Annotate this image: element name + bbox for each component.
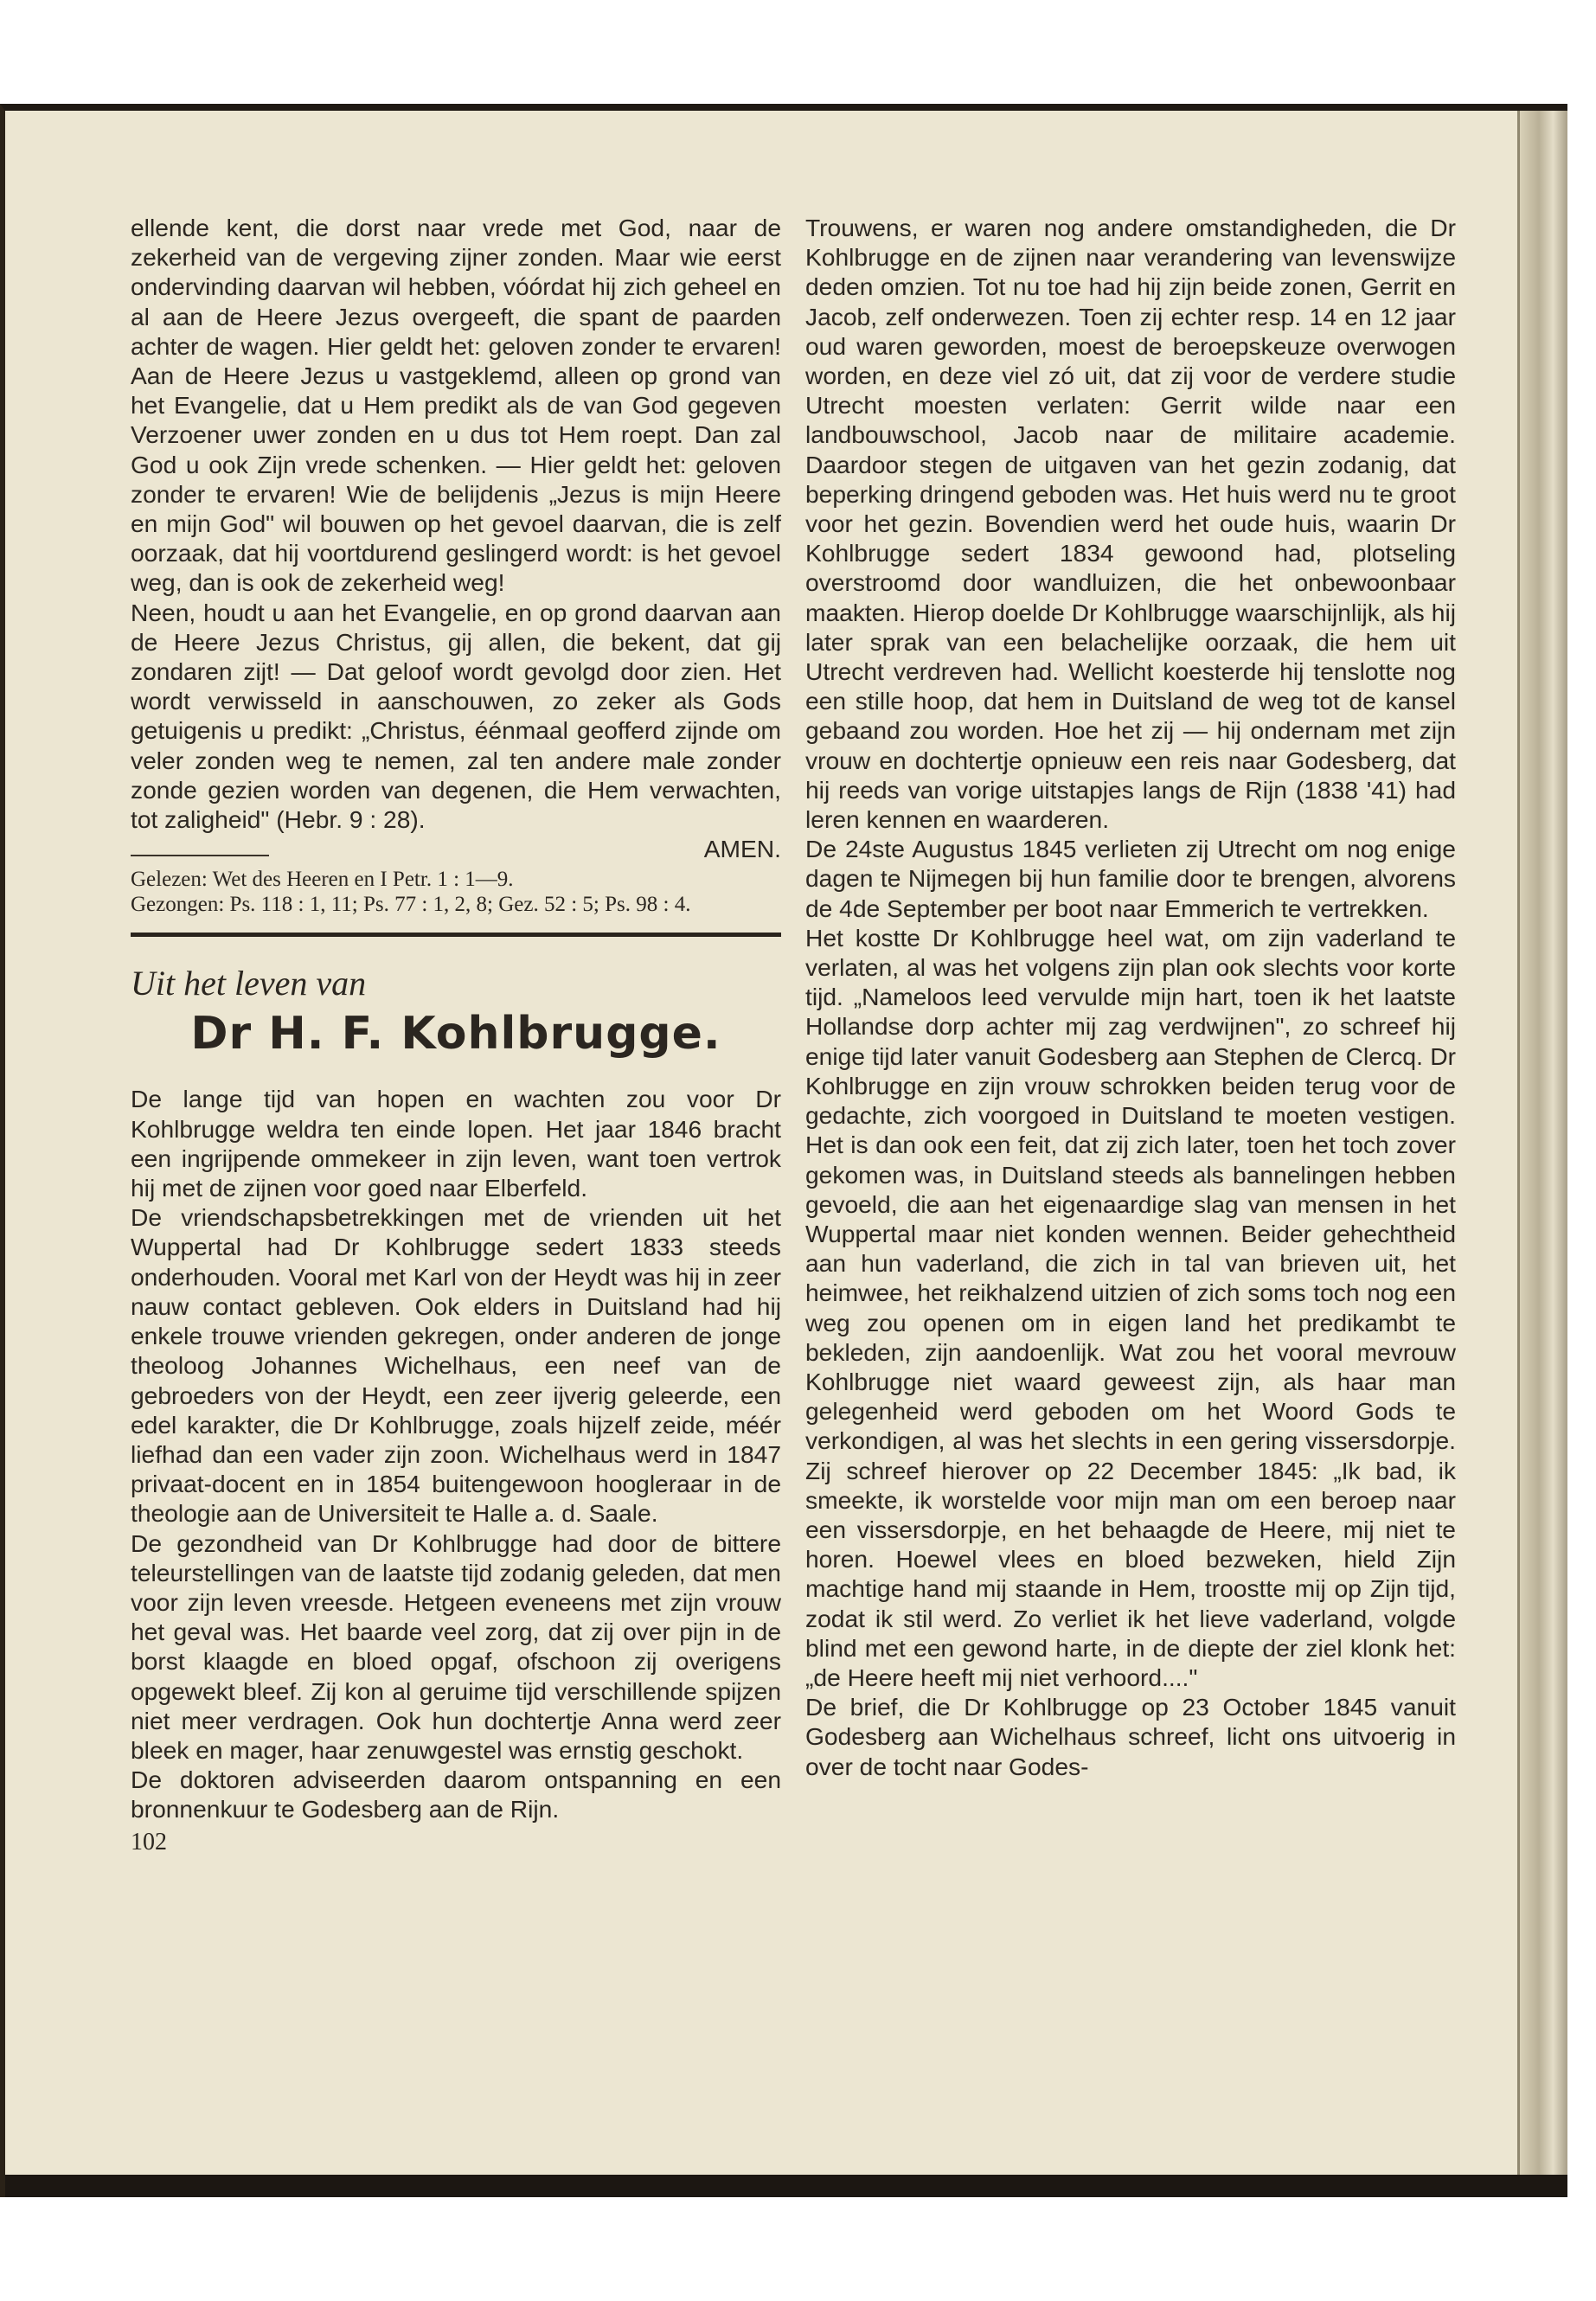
right-paragraph-2: De 24ste Augustus 1845 verlieten zij Utrecht om nog enige dagen te Nijmegen bij hun familie door te brengen, alvorens de 4de September per boot naar Emmerich te vertrekken. [805,835,1456,922]
short-divider [131,855,269,856]
right-column [805,213,1456,1781]
article-paragraph-2: De vriendschapsbetrekkingen met de vrienden uit het Wuppertal had Dr Kohlbrugge sedert 1833 steeds onderhouden. Vooral met Karl von der Heydt was hij in zeer nauw contact gebleven. Ook elders in Duitsland had hij enkele trouwe vrienden gekregen, onder anderen de jonge theoloog Johannes Wichelhaus, een neef van de gebroeders von der Heydt, een zeer ijverig geleerde, een edel karakter, die Dr Kohlbrugge, zoals hijzelf zeide, méér liefhad dan een vader zijn zoon. Wichelhaus werd in 1847 privaat-docent en in 1854 buitengewoon hoogleraar in de theologie aan de Universiteit te Halle a. d. Saale. [131,1203,781,1528]
page-number: 102 [131,1828,167,1856]
sermon-paragraph-2: Neen, houdt u aan het Evangelie, en op grond daarvan aan de Heere Jezus Christus, gij allen, die bekent, dat gij zondaren zijt! — Dat geloof wordt gevolgd door zien. Het wordt verwisseld in aanschouwen, zo zeker als Gods getuigenis u predikt: „Christus, éénmaal geofferd zijnde om veler zonden weg te nemen, zal ten andere male zonder zonde gezien worden van degenen, die Hem verwachten, tot zaligheid" (Hebr. 9 : 28). [131,598,781,834]
article-paragraph-4: De doktoren adviseerden daarom ontspanning en een bronnenkuur te Godesberg aan de Rijn. [131,1766,781,1823]
section-divider [131,933,781,937]
book-spine [1517,111,1567,2197]
right-paragraph-1: Trouwens, er waren nog andere omstandigheden, die Dr Kohlbrugge en de zijnen naar verandering van levenswijze deden omzien. Tot nu toe had hij zijn beide zonen, Gerrit en Jacob, zelf onderwezen. Toen zij echter resp. 14 en 12 jaar oud waren geworden, moest de beroepskeuze overwogen worden, en deze viel zó uit, dat zij voor de verdere studie Utrecht moesten verlaten: Gerrit wilde naar een landbouwschool, Jacob naar de militaire academie. Daardoor stegen de uitgaven van het gezin zodanig, dat beperking dringend geboden was. Het huis werd nu te groot voor het gezin. Bovendien werd het oude huis, waarin Dr Kohlbrugge sedert 1834 gewoond had, plotseling overstroomd door wandluizen, die het onbewoonbaar maakten. Hierop doelde Dr Kohlbrugge waarschijnlijk, als hij later sprak van een belachelijke oorzaak, die hem uit Utrecht verdreven had. Wellicht koesterde hij tenslotte nog een stille hoop, dat hem in Duitsland de weg tot de kansel gebaand zou worden. Hoe het zij — hij ondernam met zijn vrouw en dochtertje opnieuw een reis naar Godesberg, dat hij reeds van vorige uitstapjes langs de Rijn (1838 '41) had leren kennen en waarderen. [805,214,1456,834]
amen-line [131,834,781,863]
right-paragraph-3: Het kostte Dr Kohlbrugge heel wat, om zijn vaderland te verlaten, al was het volgens zijn plan ook slechts voor korte tijd. „Nameloos leed vervulde mijn hart, toen ik het laatste Hollandse dorp achter mij zag verdwijnen", zo schreef hij enige tijd later vanuit Godesberg aan Stephen de Clercq. Dr Kohlbrugge en zijn vrouw schrokken beiden terug voor de gedachte, zich voorgoed in Duitsland te moeten vestigen. Het is dan ook een feit, dat zij zich later, toen het toch zover gekomen was, in Duitsland steeds als bannelingen hebben gevoeld, die aan het eigenaardige slag van mensen in het Wuppertal maar niet konden wennen. Beider gehechtheid aan hun vaderland, die zich in tal van brieven uit, het heimwee, het reikhalzend uitzien of zich soms toch nog een weg zou openen om in eigen land het predikambt te bekleden, zijn aandoenlijk. Wat zou het vooral mevrouw Kohlbrugge niet waard geweest zijn, als haar man gelegenheid werd geboden om het Woord Gods te verkondigen, al was het slechts in een gering vissersdorpje. Zij schreef hierover op 22 December 1845: „Ik bad, ik smeekte, ik worstelde voor mijn man om een beroep naar een vissersdorpje, en het behaagde de Heere, mij niet te horen. Hoewel vlees en bloed bezweken, hield Zijn machtige hand mij staande in Hem, troostte mij op Zijn tijd, zodat ik stil werd. Zo verliet ik het lieve vaderland, volgde blind met een gewond harte, in de diepte der ziel klonk het: „de Heere heeft mij niet verhoord...." [805,923,1456,1691]
read-scripture-line: Gelezen: Wet des Heeren en I Petr. 1 : 1—9. [131,868,514,892]
scanned-page [0,104,1567,2197]
article-paragraph-3: De gezondheid van Dr Kohlbrugge had door de bittere teleurstellingen van de laatste tijd zodanig geleden, dat men voor zijn leven vreesde. Hetgeen eveneens met zijn vrouw het geval was. Het baarde veel zorg, dat zij over pijn in de borst klaagde en bloed opgaf, ofschoon zij overigens opgewekt bleef. Zij kon al geruime tijd verschillende spijzen niet meer verdragen. Ook hun dochtertje Anna werd zeer bleek en mager, haar zenuwgestel was ernstig geschokt. [131,1529,781,1764]
article-heading-title: Dr H. F. Kohlbrugge. [190,1008,721,1061]
sung-psalms-line: Gezongen: Ps. 118 : 1, 11; Ps. 77 : 1, 2, 8; Gez. 52 : 5; Ps. 98 : 4. [131,893,691,917]
left-column [131,213,781,1857]
amen-text: AMEN. [703,835,781,863]
article-paragraph-1: De lange tijd van hopen en wachten zou voor Dr Kohlbrugge weldra ten einde lopen. Het jaar 1846 bracht een ingrijpende ommekeer in zijn leven, want toen vertrok hij met de zijnen voor goed naar Elberfeld. [131,1085,781,1202]
article-heading-small: Uit het leven van [131,964,367,1003]
sermon-paragraph-1: ellende kent, die dorst naar vrede met God, naar de zekerheid van de vergeving zijner zonden. Maar wie eerst ondervinding daarvan wil hebben, vóórdat hij zich geheel en al aan de Heere Jezus overgeeft, die spant de paarden achter de wagen. Hier geldt het: geloven zonder te ervaren! Aan de Heere Jezus u vastgeklemd, alleen op grond van het Evangelie, dat u Hem predikt als de van God gegeven Verzoener uwer zonden en u dus tot Hem roept. Dan zal God u ook Zijn vrede schenken. — Hier geldt het: geloven zonder te ervaren! Wie de belijdenis „Jezus is mijn Heere en mijn God" wil bouwen op het gevoel daarvan, die is zelf oorzaak, dat hij voortdurend geslingerd wordt: is het gevoel weg, dan is ook de zekerheid weg! [131,214,781,597]
scripture-references [131,867,781,917]
right-paragraph-4: De brief, die Dr Kohlbrugge op 23 October 1845 vanuit Godesberg aan Wichelhaus schreef, licht ons uitvoerig in over de tocht naar Godes- [805,1693,1456,1780]
